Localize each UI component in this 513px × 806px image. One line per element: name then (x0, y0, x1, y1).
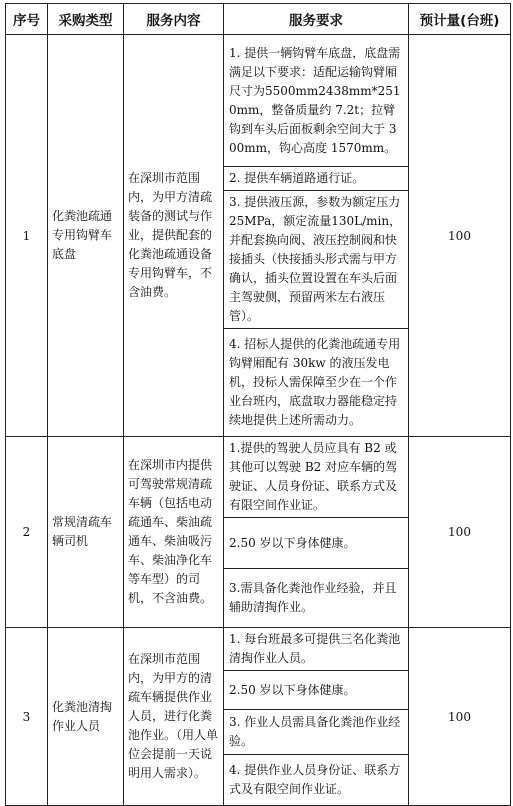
row2-type-cell (48, 437, 124, 628)
header-quantity: 预计量(台班) (409, 4, 511, 35)
row1-type-cell (48, 35, 124, 437)
row3-req2: 2.50 岁以下身体健康。 (229, 682, 356, 697)
table-row (6, 35, 511, 167)
row1-req1-cell (224, 35, 409, 167)
row3-req4-cell (224, 755, 409, 806)
row1-req2: 2. 提供车辆道路通行证。 (229, 171, 365, 185)
header-seq: 序号 (6, 4, 48, 35)
row3-qty: 100 (409, 628, 511, 806)
row1-req4: 4. 招标人提供的化粪池疏通专用钩臂厢配有 30kw 的液压发电机，投标人需保障至少在一个作业台班内，底盘取力器能稳定持续地提供上述所需动力。 (229, 337, 401, 427)
table-row (6, 628, 511, 671)
row3-content-cell (124, 628, 224, 806)
row3-req2-cell (224, 671, 409, 710)
row3-seq: 3 (6, 628, 48, 806)
row1-qty: 100 (409, 35, 511, 437)
row1-req1: 1. 提供一辆钩臂车底盘，底盘需满足以下要求：适配运输钩臂厢尺寸为5500mm2438mm*2510mm，整备质量约 7.2t；拉臂钩到车头后面板剩余空间大于 300mm，钩心高度 1570mm。 (229, 45, 401, 155)
row1-content: 在深圳市范围内，为甲方清疏装备的测试与作业，提供配套的化粪池疏通设备专用钩臂车，不含油费。 (128, 171, 213, 299)
row2-req3-cell (224, 569, 409, 628)
row1-seq: 1 (6, 35, 48, 437)
row2-req1: 1.提供的驾驶人员应具有 B2 或其他可以驾驶 B2 对应车辆的驾驶证、人员身份证、联系方式及有限空间作业证。 (229, 441, 398, 512)
row3-type: 化粪池清掏作业人员 (52, 699, 113, 733)
row2-content-cell (124, 437, 224, 628)
service-table (5, 3, 511, 806)
row2-req2-cell (224, 518, 409, 569)
row3-req1: 1. 每台班最多可提供三名化粪池清掏作业人员。 (229, 632, 401, 665)
row3-req1-cell (224, 628, 409, 671)
header-requirements: 服务要求 (224, 4, 409, 35)
header-type: 采购类型 (48, 4, 124, 35)
row2-content: 在深圳市内提供可驾驶常规清疏车辆（包括电动疏通车、柴油疏通车、柴油吸污车、柴油净化车等车型）的司机，不含油费。 (128, 458, 213, 605)
row2-seq: 2 (6, 437, 48, 628)
row2-qty: 100 (409, 437, 511, 628)
row1-req3-cell (224, 191, 409, 329)
row3-req4: 4. 提供作业人员身份证、联系方式及有限空间作业证。 (229, 763, 401, 796)
row1-content-cell (124, 35, 224, 437)
row2-req2: 2.50 岁以下身体健康。 (229, 535, 356, 550)
row3-content: 在深圳市范围内，为甲方的清疏车辆提供作业人员，进行化粪池作业。（用人单位会提前一天说明用人需求）。 (128, 652, 219, 780)
header-content: 服务内容 (124, 4, 224, 35)
row2-req1-cell (224, 437, 409, 518)
row1-req3: 3. 提供液压源，参数为额定压力 25MPa，额定流量130L/min，并配套换向阀、液压控制阀和快接插头（快接插头形式需与甲方确认，插头位置设置在车头后面主驾驶侧，预留两米左右液压管）。 (229, 195, 402, 323)
row1-req4-cell (224, 329, 409, 437)
row1-type: 化粪池疏通专用钩臂车底盘 (52, 209, 113, 261)
row2-req3: 3.需具备化粪池作业经验，并且辅助清掏作业。 (229, 581, 397, 614)
row3-type-cell (48, 628, 124, 806)
row1-req2-cell (224, 167, 409, 191)
header-row (6, 4, 511, 35)
row3-req3-cell (224, 710, 409, 755)
row3-req3: 3. 作业人员需具备化粪池作业经验。 (229, 715, 401, 748)
table-row (6, 437, 511, 518)
row2-type: 常规清疏车辆司机 (52, 515, 113, 548)
